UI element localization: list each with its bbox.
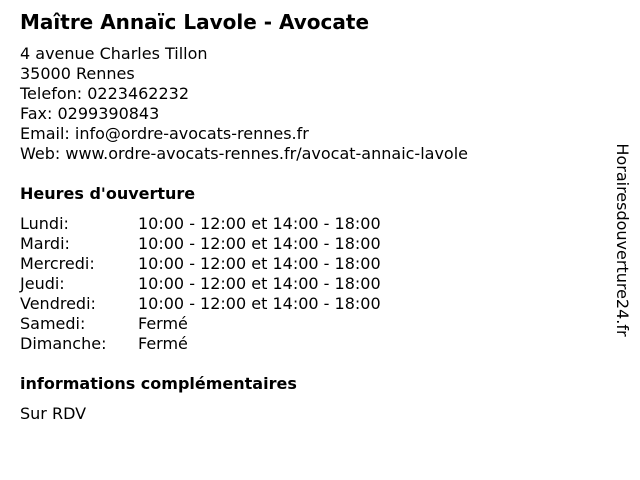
- time-value: 10:00 - 12:00 et 14:00 - 18:00: [138, 294, 381, 313]
- hours-heading: Heures d'ouverture: [20, 184, 196, 203]
- time-value: 10:00 - 12:00 et 14:00 - 18:00: [138, 274, 381, 293]
- day-label: Vendredi:: [20, 294, 96, 313]
- day-label: Dimanche:: [20, 334, 107, 353]
- day-label: Samedi:: [20, 314, 86, 333]
- day-label: Mercredi:: [20, 254, 95, 273]
- site-watermark: Horairesdouverture24.fr: [613, 143, 632, 337]
- fax-line: Fax: 0299390843: [20, 104, 160, 123]
- time-value: 10:00 - 12:00 et 14:00 - 18:00: [138, 254, 381, 273]
- info-text: Sur RDV: [20, 404, 87, 423]
- day-label: Jeudi:: [20, 274, 65, 293]
- page-title: Maître Annaïc Lavole - Avocate: [20, 10, 370, 34]
- day-label: Mardi:: [20, 234, 70, 253]
- contact-block: [20, 44, 468, 164]
- info-heading: informations complémentaires: [20, 374, 297, 393]
- day-label: Lundi:: [20, 214, 69, 233]
- address-city: 35000 Rennes: [20, 64, 135, 83]
- address-street: 4 avenue Charles Tillon: [20, 44, 208, 63]
- email-line: Email: info@ordre-avocats-rennes.fr: [20, 124, 309, 143]
- time-value: 10:00 - 12:00 et 14:00 - 18:00: [138, 214, 381, 233]
- web-line: Web: www.ordre-avocats-rennes.fr/avocat-annaic-lavole: [20, 144, 468, 163]
- phone-line: Telefon: 0223462232: [20, 84, 190, 103]
- time-value: 10:00 - 12:00 et 14:00 - 18:00: [138, 234, 381, 253]
- time-value: Fermé: [138, 334, 188, 353]
- time-value: Fermé: [138, 314, 188, 333]
